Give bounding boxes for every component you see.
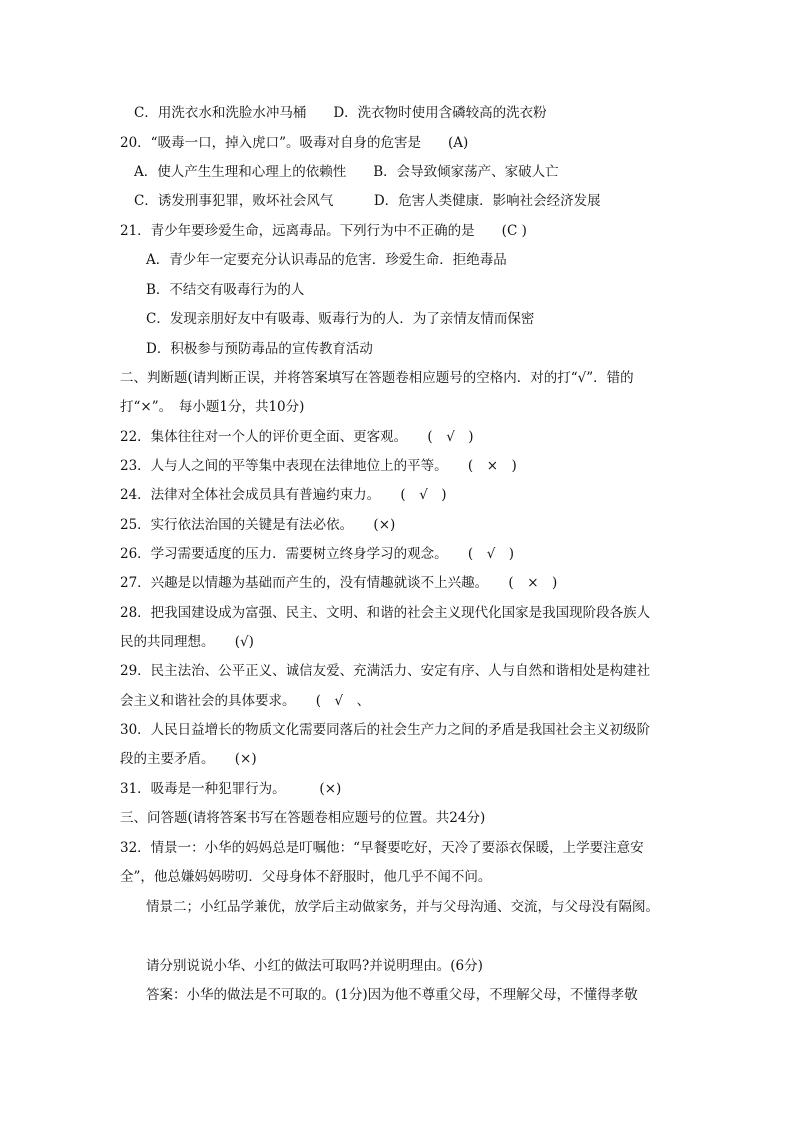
q30-cont: 段的主要矛盾。 (×) [120, 751, 257, 767]
q21-option-d: D．积极参与预防毒品的宣传教育活动 [146, 341, 373, 357]
q21-question: 21．青少年要珍爱生命，远离毒品。下列行为中不正确的是 (C ) [120, 223, 527, 239]
q21-option-b: B．不结交有吸毒行为的人 [146, 282, 305, 298]
q23: 23．人与人之间的平等集中表现在法律地位上的平等。 ( × ) [120, 458, 517, 474]
q32-scenario1: 32．情景一：小华的妈妈总是叮嘱他：“早餐要吃好，天冷了要添衣保暖，上学要注意安 [120, 840, 644, 856]
q22: 22．集体往往对一个人的评价更全面、更客观。 ( √ ) [120, 429, 474, 445]
q25: 25．实行依法治国的关键是有法必依。 (×) [120, 517, 396, 533]
q24: 24．法律对全体社会成员具有普遍约束力。 ( √ ) [120, 487, 447, 503]
q20-question: 20．“吸毒一口，掉入虎口”。吸毒对自身的危害是 (A) [120, 135, 469, 151]
q31: 31．吸毒是一种犯罪行为。 (×) [120, 781, 342, 797]
q32-scenario1-cont: 全”，他总嫌妈妈唠叨．父母身体不舒服时，他几乎不闻不问。 [120, 869, 492, 885]
section3-heading: 三、问答题(请将答案书写在答题卷相应题号的位置。共24分) [120, 810, 486, 826]
q28: 28．把我国建设成为富强、民主、文明、和谐的社会主义现代化国家是我国现阶段各族人 [120, 605, 651, 621]
q20-options-cd: C．诱发刑事犯罪，败坏社会风气 D．危害人类健康．影响社会经济发展 [134, 193, 601, 209]
q28-cont: 民的共同理想。 (√) [120, 634, 254, 650]
q21-option-c: C．发现亲朋好友中有吸毒、贩毒行为的人．为了亲情友情而保密 [146, 311, 535, 327]
q29-cont: 会主义和谐社会的具体要求。 ( √ 、 [120, 693, 371, 709]
q29: 29．民主法治、公平正义、诚信友爱、充满活力、安定有序、人与自然和谐相处是构建社 [120, 663, 651, 679]
q32-scenario2: 情景二；小红品学兼优，放学后主动做家务，并与父母沟通、交流，与父母没有隔阂。 [146, 899, 659, 915]
q30: 30．人民日益增长的物质文化需要同落后的社会生产力之间的矛盾是我国社会主义初级阶 [120, 722, 651, 738]
q26: 26．学习需要适度的压力．需要树立终身学习的观念。 ( √ ) [120, 546, 515, 562]
q32-prompt: 请分别说说小华、小红的做法可取吗?并说明理由。(6分) [146, 958, 483, 974]
q21-option-a: A．青少年一定要充分认识毒品的危害．珍爱生命．拒绝毒品 [146, 252, 507, 268]
section2-heading: 二、判断题(请判断正误，并将答案填写在答题卷相应题号的空格内．对的打“√”．错的 [120, 370, 634, 386]
q20-options-ab: A．使人产生生理和心理上的依赖性 B．会导致倾家荡产、家破人亡 [134, 164, 559, 180]
q27: 27．兴趣是以情趣为基础而产生的，没有情趣就谈不上兴趣。 ( × ) [120, 575, 558, 591]
section2-heading-cont: 打“×”。 每小题1分，共10分) [120, 399, 305, 415]
q19-options-cd: C．用洗衣水和洗脸水冲马桶 D．洗衣物时使用含磷较高的洗衣粉 [134, 105, 547, 121]
q32-answer: 答案：小华的做法是不可取的。(1分)因为他不尊重父母，不理解父母，不懂得孝敬 [146, 987, 638, 1003]
